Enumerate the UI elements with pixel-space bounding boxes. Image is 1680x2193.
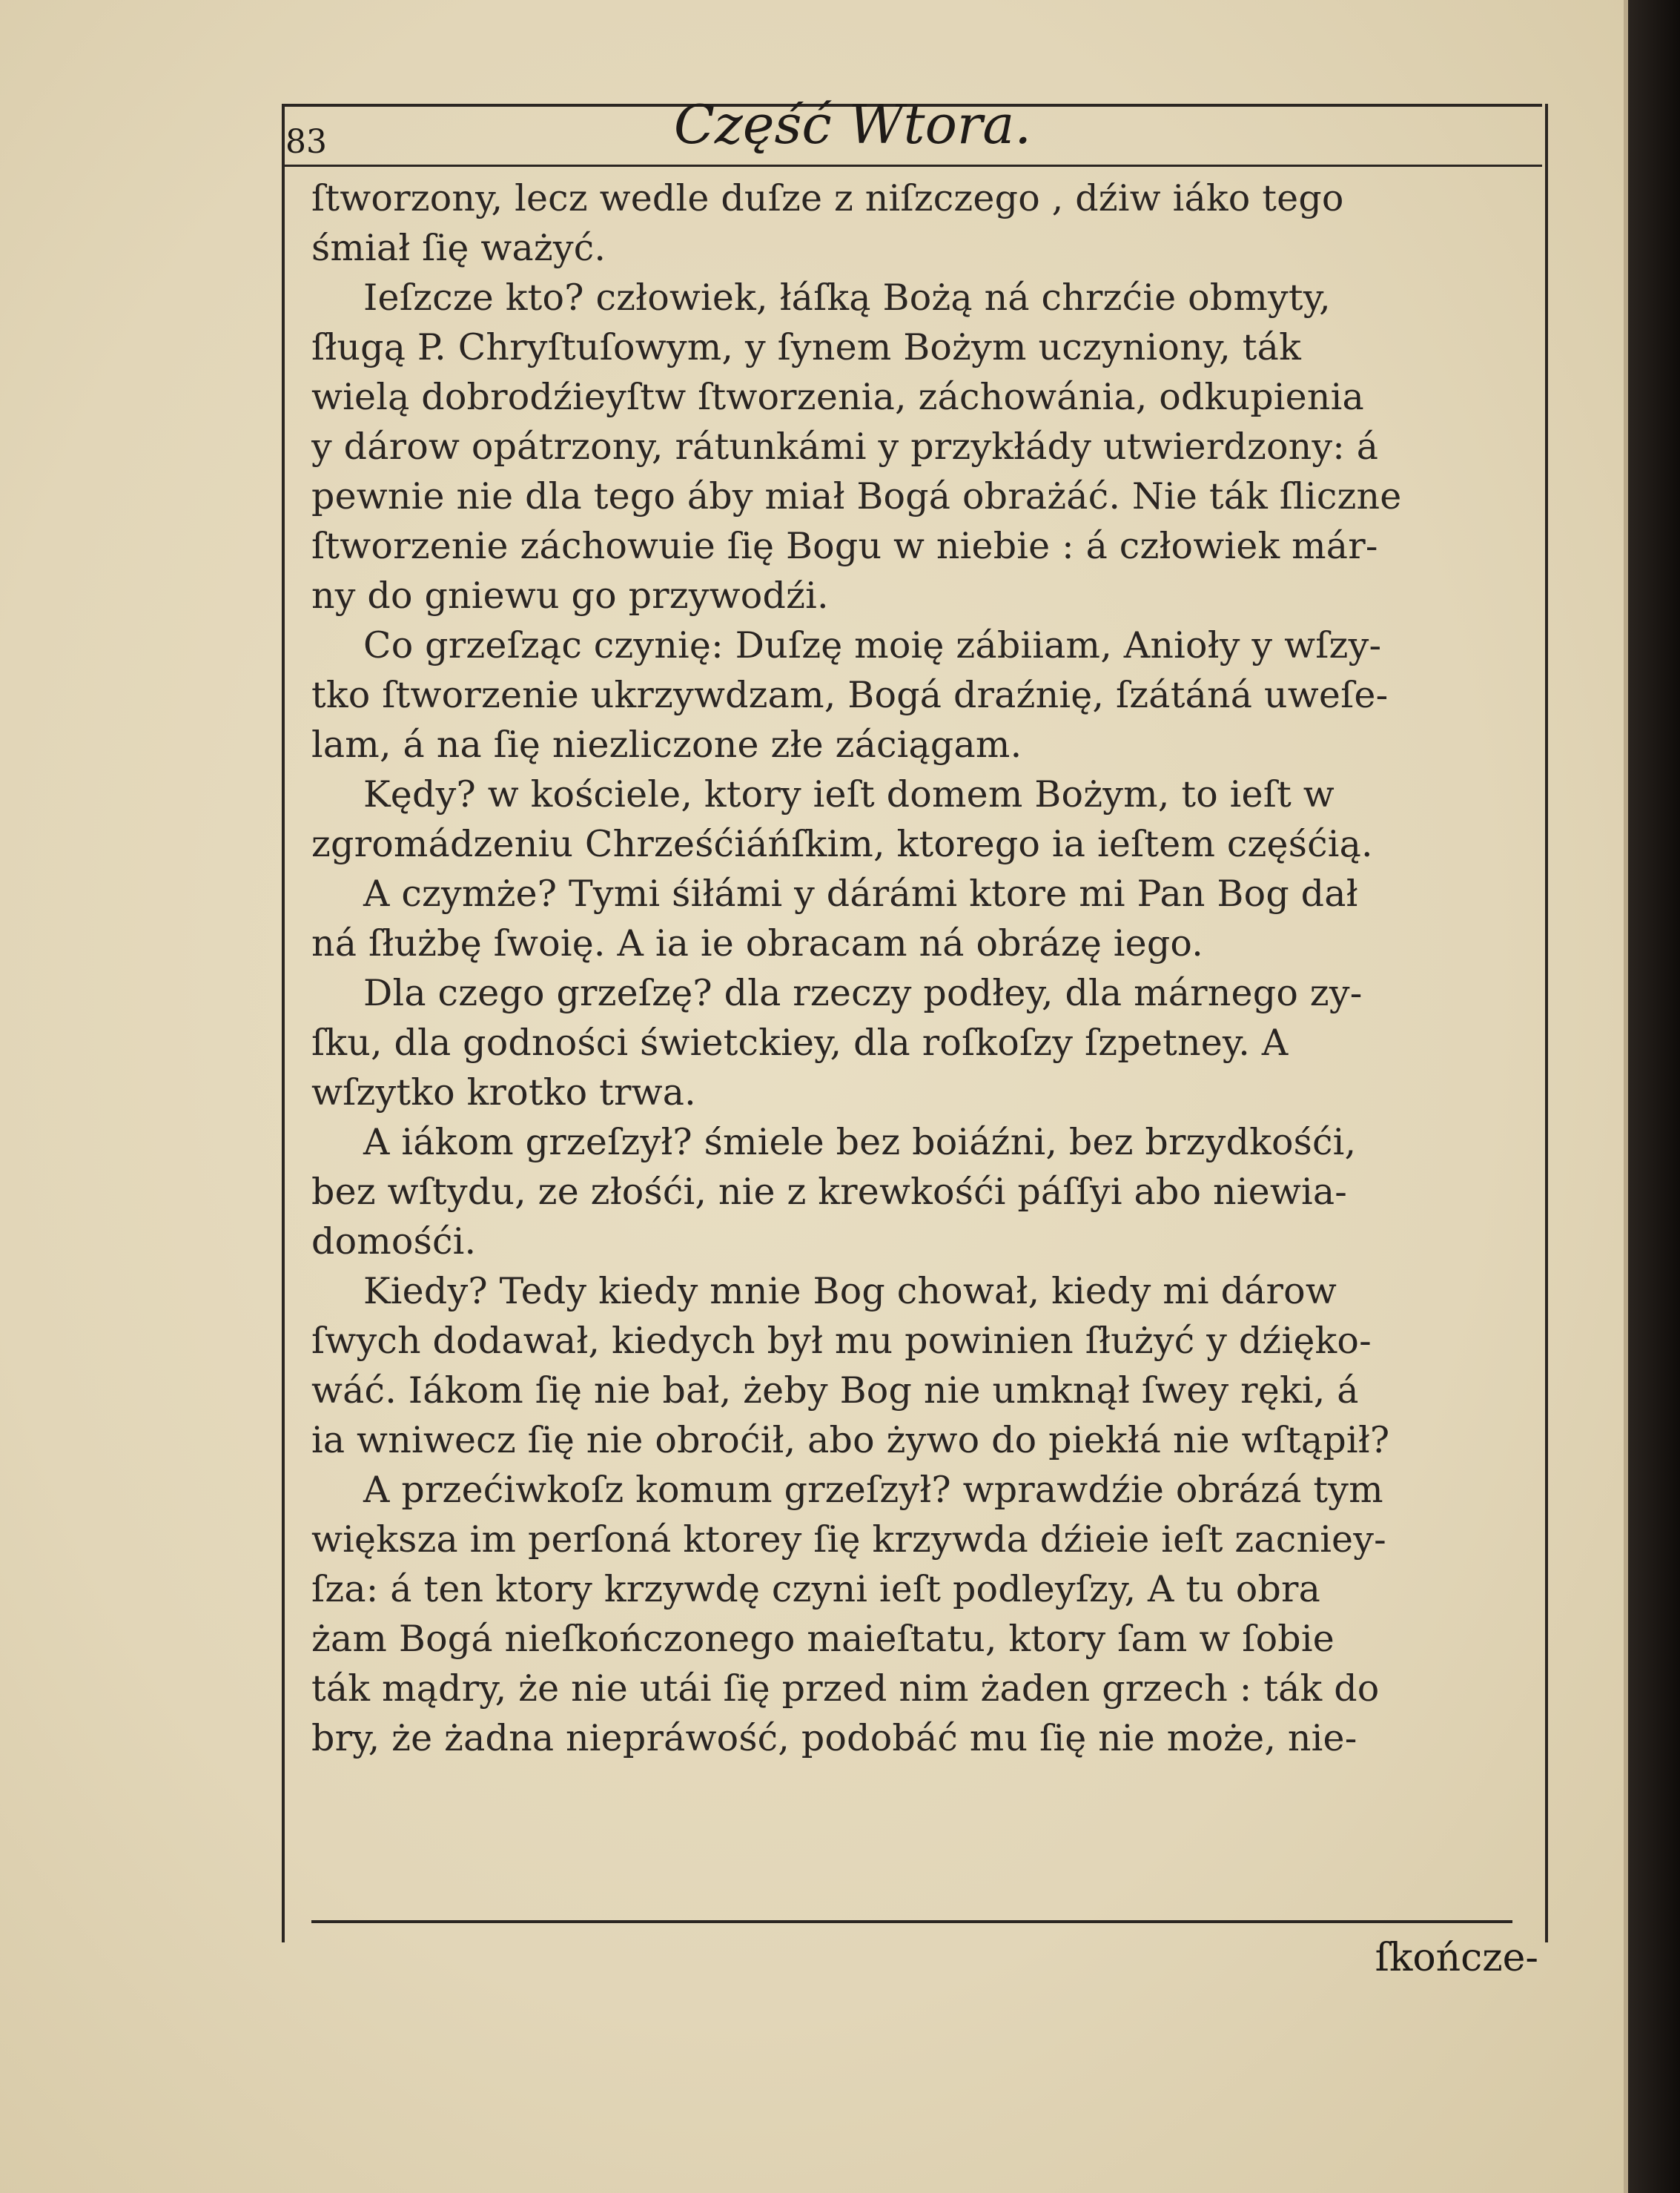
text-line: ia wniwecz ſię nie obroćił, abo żywo do piekłá nie wſtąpił? — [311, 1419, 1390, 1461]
text-line: pewnie nie dla tego áby miał Bogá obrażáć. Nie ták ſliczne — [311, 475, 1402, 517]
text-line: wielą dobrodźieyſtw ſtworzenia, záchowánia, odkupienia — [311, 376, 1364, 418]
text-line: tko ſtworzenie ukrzywdzam, Bogá draźnię, ſzátáná uweſe- — [311, 674, 1389, 716]
text-line: ſtworzenie záchowuie ſię Bogu w niebie : á człowiek már- — [311, 525, 1378, 567]
text-line: ny do gniewu go przywodźi. — [311, 575, 829, 617]
body-text — [311, 173, 1535, 1763]
text-line: Dla czego grzeſzę? dla rzeczy podłey, dla márnego zy- — [363, 972, 1363, 1014]
text-line: Ieſzcze kto? człowiek, łáſką Bożą ná chrzćie obmyty, — [363, 277, 1331, 319]
text-line: zgromádzeniu Chrześćiáńſkim, ktorego ia ieſtem częśćią. — [311, 823, 1373, 865]
text-line: ſtworzony, lecz wedle duſze z niſzczego , dźiw iáko tego — [311, 177, 1344, 219]
header-rule — [282, 165, 1542, 167]
text-line: Kiedy? Tedy kiedy mnie Bog chował, kiedy mi dárow — [363, 1270, 1337, 1312]
text-line: lam, á na ſię niezliczone złe záciągam. — [311, 724, 1022, 766]
catchword: ſkończe- — [1375, 1936, 1538, 1980]
text-line: wſzytko krotko trwa. — [311, 1071, 696, 1114]
text-line: ſku, dla godności świetckiey, dla roſkoſzy ſzpetney. A — [311, 1022, 1289, 1064]
text-line: A iákom grzeſzył? śmiele bez boiáźni, bez brzydkośći, — [363, 1121, 1357, 1163]
text-line: A przećiwkoſz komum grzeſzył? wprawdźie obrázá tym — [363, 1469, 1383, 1511]
text-line: Co grzeſząc czynię: Duſzę moię zábiiam, Anioły y wſzy- — [363, 624, 1382, 666]
text-line: większa im perſoná ktorey ſię krzywda dźieie ieſt zacniey- — [311, 1518, 1386, 1561]
page-number: 83 — [285, 123, 327, 161]
text-line: ſza: á ten ktory krzywdę czyni ieſt podleyſzy, A tu obra — [311, 1568, 1321, 1610]
text-line: y dárow opátrzony, rátunkámi y przykłády utwierdzony: á — [311, 426, 1379, 468]
text-line: domośći. — [311, 1220, 477, 1263]
running-head: Część Wtora. — [673, 93, 1032, 156]
text-line: ſługą P. Chryſtuſowym, y ſynem Bożym uczyniony, ták — [311, 326, 1301, 368]
text-line: A czymże? Tymi śiłámi y dárámi ktore mi Pan Bog dał — [363, 873, 1358, 915]
text-line: Kędy? w kościele, ktory ieſt domem Bożym, to ieſt w — [363, 773, 1335, 816]
text-line: ná ſłużbę ſwoię. A ia ie obracam ná obrázę iego. — [311, 922, 1204, 965]
text-line: ták mądry, że nie utái ſię przed nim żaden grzech : ták do — [311, 1667, 1380, 1710]
text-line: ſwych dodawał, kiedych był mu powinien ſłużyć y dźięko- — [311, 1320, 1372, 1362]
text-line: bez wſtydu, ze złośći, nie z krewkośći páſſyi abo niewia- — [311, 1171, 1348, 1213]
binding-edge — [1628, 0, 1680, 2193]
bottom-rule — [311, 1920, 1512, 1923]
text-line: wáć. Iákom ſię nie bał, żeby Bog nie umknął ſwey ręki, á — [311, 1369, 1359, 1412]
text-line: śmiał ſię ważyć. — [311, 227, 606, 269]
text-line: bry, że żadna niepráwość, podobáć mu ſię nie może, nie- — [311, 1717, 1357, 1759]
text-line: żam Bogá nieſkończonego maieſtatu, ktory ſam w ſobie — [311, 1618, 1335, 1660]
